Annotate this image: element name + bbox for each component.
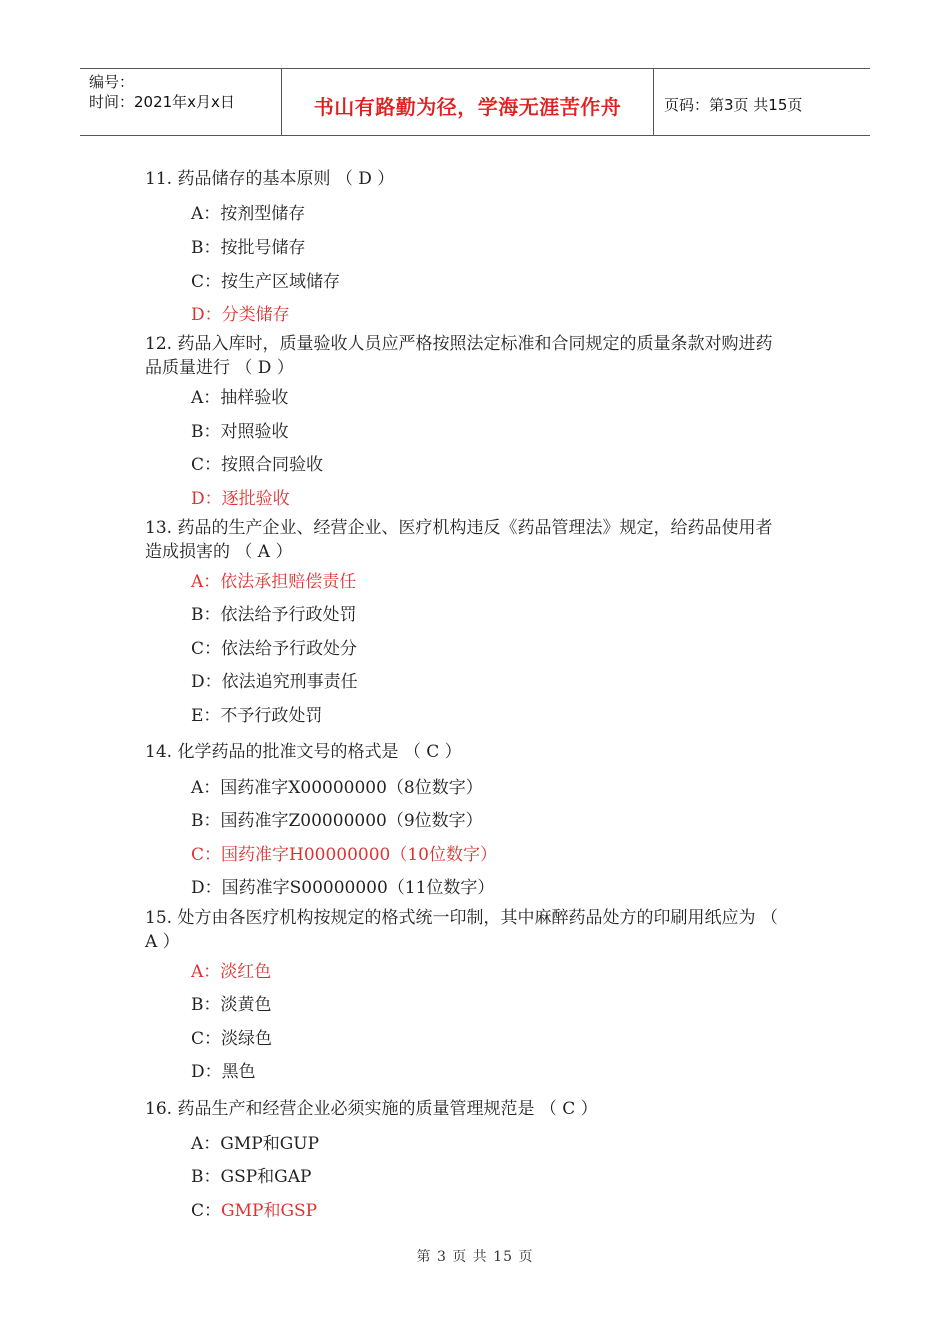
option-11-b: B：按批号储存 (191, 238, 306, 258)
page-footer: 第 3 页 共 15 页 (416, 1249, 534, 1265)
option-13-d: D：依法追究刑事责任 (191, 672, 358, 692)
question-13-line2: 造成损害的 （ A ） (145, 542, 293, 562)
option-12-c: C：按照合同验收 (191, 455, 324, 475)
option-11-a: A：按剂型储存 (191, 204, 306, 224)
header-page-code: 页码：第3页 共15页 (664, 96, 803, 114)
option-12-d-answer: D：逐批验收 (191, 489, 290, 509)
option-11-c: C：按生产区域储存 (191, 272, 341, 292)
header-meta (80, 69, 282, 135)
option-13-e: E：不予行政处罚 (191, 706, 323, 726)
document-number-label: 编号： (89, 73, 135, 91)
question-15-line2: A ） (145, 932, 180, 952)
document-time-label: 时间：2021年x月x日 (89, 93, 235, 111)
page-header (80, 68, 870, 136)
option-16-b: B：GSP和GAP (191, 1167, 312, 1187)
option-16-c-prefix: C： (191, 1201, 222, 1221)
option-12-b: B：对照验收 (191, 422, 289, 442)
question-12-line2: 品质量进行 （ D ） (145, 358, 294, 378)
option-13-c: C：依法给予行政处分 (191, 639, 358, 659)
option-15-b: B：淡黄色 (191, 995, 272, 1015)
header-page-cell (654, 69, 870, 135)
option-16-c (191, 1199, 317, 1223)
header-motto: 书山有路勤为径，学海无涯苦作舟 (313, 95, 622, 119)
option-14-c-answer: C：国药准字H00000000（10位数字） (191, 845, 497, 865)
option-15-c: C：淡绿色 (191, 1029, 273, 1049)
option-16-c-answer: GMP和GSP (221, 1201, 318, 1221)
question-15-line1: 15. 处方由各医疗机构按规定的格式统一印制，其中麻醉药品处方的印刷用纸应为 （ (145, 908, 778, 928)
option-14-a: A：国药准字X00000000（8位数字） (191, 778, 483, 798)
option-15-d: D：黑色 (191, 1062, 256, 1082)
option-13-b: B：依法给予行政处罚 (191, 605, 357, 625)
option-14-d: D：国药准字S00000000（11位数字） (191, 878, 495, 898)
question-16: 16. 药品生产和经营企业必须实施的质量管理规范是 （ C ） (145, 1099, 598, 1119)
question-14: 14. 化学药品的批准文号的格式是 （ C ） (145, 742, 462, 762)
option-14-b: B：国药准字Z00000000（9位数字） (191, 811, 483, 831)
question-11: 11. 药品储存的基本原则 （ D ） (145, 169, 395, 189)
option-13-a-answer: A：依法承担赔偿责任 (191, 572, 357, 592)
header-motto-cell (282, 69, 654, 135)
question-13-line1: 13. 药品的生产企业、经营企业、医疗机构违反《药品管理法》规定，给药品使用者 (145, 518, 773, 538)
option-16-a: A：GMP和GUP (191, 1134, 320, 1154)
option-15-a-answer: A：淡红色 (191, 962, 272, 982)
question-12-line1: 12. 药品入库时，质量验收人员应严格按照法定标准和合同规定的质量条款对购进药 (145, 334, 773, 354)
option-12-a: A：抽样验收 (191, 388, 289, 408)
option-11-d-answer: D：分类储存 (191, 305, 290, 325)
